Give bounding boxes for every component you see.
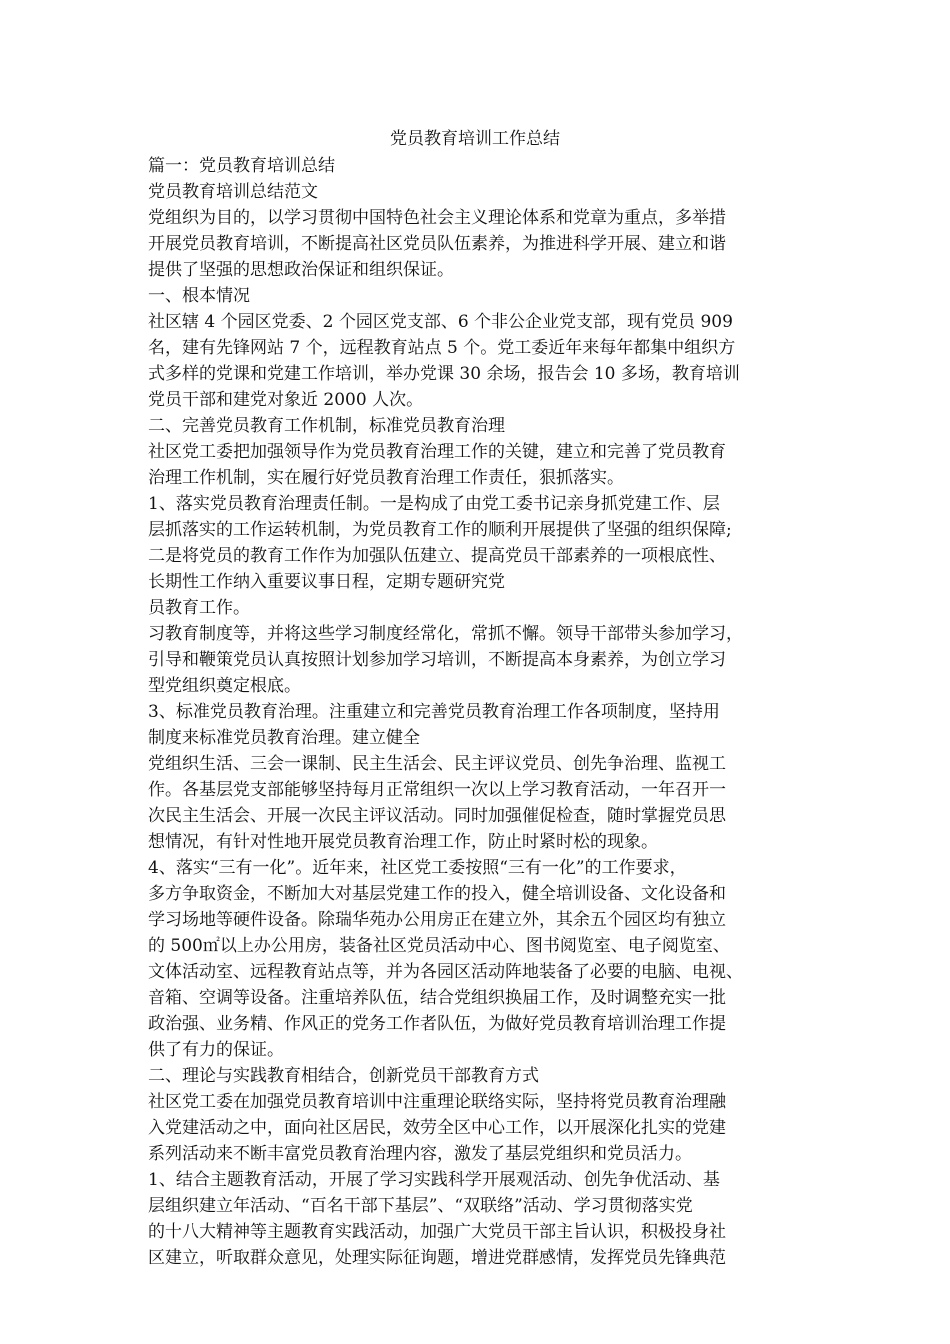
body-line: 社区党工委在加强党员教育培训中注重理论联络实际，坚持将党员教育治理融 [148, 1092, 726, 1112]
body-line: 区建立，听取群众意见，处理实际征询题，增进党群感情，发挥党员先锋典范 [148, 1248, 726, 1268]
body-line: 篇一：党员教育培训总结 [148, 156, 335, 176]
body-line: 供了有力的保证。 [148, 1040, 284, 1060]
body-line: 型党组织奠定根底。 [148, 676, 301, 696]
body-line: 提供了坚强的思想政治保证和组织保证。 [148, 260, 454, 280]
body-line: 的十八大精神等主题教育实践活动，加强广大党员干部主旨认识，积极投身社 [148, 1222, 726, 1242]
body-line: 学习场地等硬件设备。除瑞华苑办公用房正在建立外，其余五个园区均有独立 [148, 910, 726, 930]
body-line: 名，建有先锋网站 7 个，远程教育站点 5 个。党工委近年来每年都集中组织方 [148, 338, 736, 358]
body-line: 作。各基层党支部能够坚持每月正常组织一次以上学习教育活动，一年召开一 [148, 780, 726, 800]
body-line: 次民主生活会、开展一次民主评议活动。同时加强催促检查，随时掌握党员思 [148, 806, 726, 826]
body-line: 二、完善党员教育工作机制，标准党员教育治理 [148, 416, 505, 436]
body-line: 治理工作机制，实在履行好党员教育治理工作责任，狠抓落实。 [148, 468, 624, 488]
body-line: 想情况，有针对性地开展党员教育治理工作，防止时紧时松的现象。 [148, 832, 658, 852]
body-line: 引导和鞭策党员认真按照计划参加学习培训，不断提高本身素养，为创立学习 [148, 650, 726, 670]
body-line: 员教育工作。 [148, 598, 250, 618]
body-line: 二是将党员的教育工作作为加强队伍建立、提高党员干部素养的一项根底性、 [148, 546, 726, 566]
body-line: 社区党工委把加强领导作为党员教育治理工作的关键，建立和完善了党员教育 [148, 442, 726, 462]
document-title: 党员教育培训工作总结 [390, 129, 560, 149]
body-line: 开展党员教育培训，不断提高社区党员队伍素养，为推进科学开展、建立和谐 [148, 234, 726, 254]
body-line: 党组织生活、三会一课制、民主生活会、民主评议党员、创先争治理、监视工 [148, 754, 726, 774]
body-line: 层抓落实的工作运转机制，为党员教育工作的顺利开展提供了坚强的组织保障; [148, 520, 732, 540]
body-line: 党员干部和建党对象近 2000 人次。 [148, 390, 424, 410]
body-line: 4、落实“三有一化”。近年来，社区党工委按照“三有一化”的工作要求， [148, 858, 687, 878]
body-line: 习教育制度等，并将这些学习制度经常化，常抓不懈。领导干部带头参加学习， [148, 624, 743, 644]
body-line: 系列活动来不断丰富党员教育治理内容，激发了基层党组织和党员活力。 [148, 1144, 692, 1164]
body-line: 音箱、空调等设备。注重培养队伍，结合党组织换届工作，及时调整充实一批 [148, 988, 726, 1008]
body-line: 党组织为目的，以学习贯彻中国特色社会主义理论体系和党章为重点，多举措 [148, 208, 726, 228]
body-line: 的 500㎡以上办公用房，装备社区党员活动中心、图书阅览室、电子阅览室、 [148, 936, 730, 956]
body-line: 长期性工作纳入重要议事日程，定期专题研究党 [148, 572, 505, 592]
body-line: 层组织建立年活动、“百名干部下基层”、“双联络”活动、学习贯彻落实党 [148, 1196, 693, 1216]
body-line: 入党建活动之中，面向社区居民，效劳全区中心工作，以开展深化扎实的党建 [148, 1118, 726, 1138]
body-line: 文体活动室、远程教育站点等，并为各园区活动阵地装备了必要的电脑、电视、 [148, 962, 743, 982]
body-line: 一、根本情况 [148, 286, 250, 306]
body-line: 多方争取资金，不断加大对基层党建工作的投入，健全培训设备、文化设备和 [148, 884, 726, 904]
body-line: 制度来标准党员教育治理。建立健全 [148, 728, 420, 748]
body-line: 1、落实党员教育治理责任制。一是构成了由党工委书记亲身抓党建工作、层 [148, 494, 720, 514]
body-line: 党员教育培训总结范文 [148, 182, 318, 202]
document-body [148, 153, 813, 1271]
body-line: 政治强、业务精、作风正的党务工作者队伍，为做好党员教育培训治理工作提 [148, 1014, 726, 1034]
body-line: 社区辖 4 个园区党委、2 个园区党支部、6 个非公企业党支部，现有党员 909 [148, 312, 733, 332]
body-line: 1、结合主题教育活动，开展了学习实践科学开展观活动、创先争优活动、基 [148, 1170, 720, 1190]
body-line: 二、理论与实践教育相结合，创新党员干部教育方式 [148, 1066, 539, 1086]
body-line: 3、标准党员教育治理。注重建立和完善党员教育治理工作各项制度，坚持用 [148, 702, 720, 722]
body-line: 式多样的党课和党建工作培训，举办党课 30 余场，报告会 10 多场，教育培训 [148, 364, 740, 384]
